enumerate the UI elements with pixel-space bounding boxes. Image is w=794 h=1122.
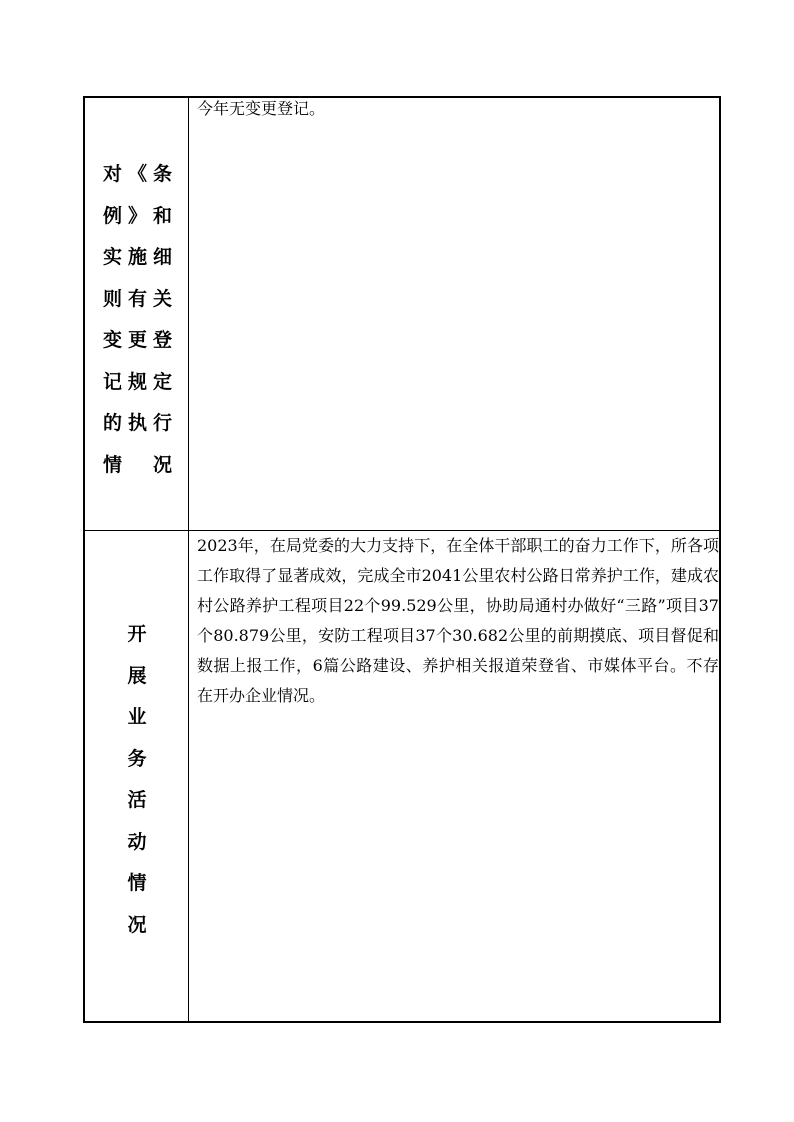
change-registration-text: 今年无变更登记。 [197,99,326,118]
row-label-cell [85,531,189,1021]
report-form-table [83,96,721,1023]
row-label-business-activities: 开展业务活动情况 [127,623,147,936]
row-label-line: 则有关 [103,287,173,310]
row-label-line: 例》和 [103,204,173,227]
business-activities-text: 2023年，在局党委的大力支持下，在全体干部职工的奋力工作下，所各项工作取得了显著成效，完成全市2041公里农村公路日常养护工作，建成农村公路养护工程项目22个99.529公里，协助局通村办做好“三路”项目37个80.879公里，安防工程项目37个30.682公里的前期摸底、项目督促和数据上报工作，6篇公路建设、养护相关报道荣登省、市媒体平台。不存在开办企业情况。 [197,536,719,705]
row-label-line: 变更登 [103,329,173,351]
row-label-line: 情 况 [103,453,173,476]
table-row-business-activities [85,531,719,1021]
row-label-line: 的执行 [103,412,173,434]
row-content-cell [189,98,719,530]
row-content-cell [189,531,719,1021]
row-label-cell [85,98,189,530]
table-row-change-registration [85,98,719,531]
row-label-change-registration [103,154,173,486]
row-label-line: 记规定 [103,370,173,393]
row-label-line: 对《条 [103,163,173,185]
row-label-line: 实施细 [103,246,173,268]
